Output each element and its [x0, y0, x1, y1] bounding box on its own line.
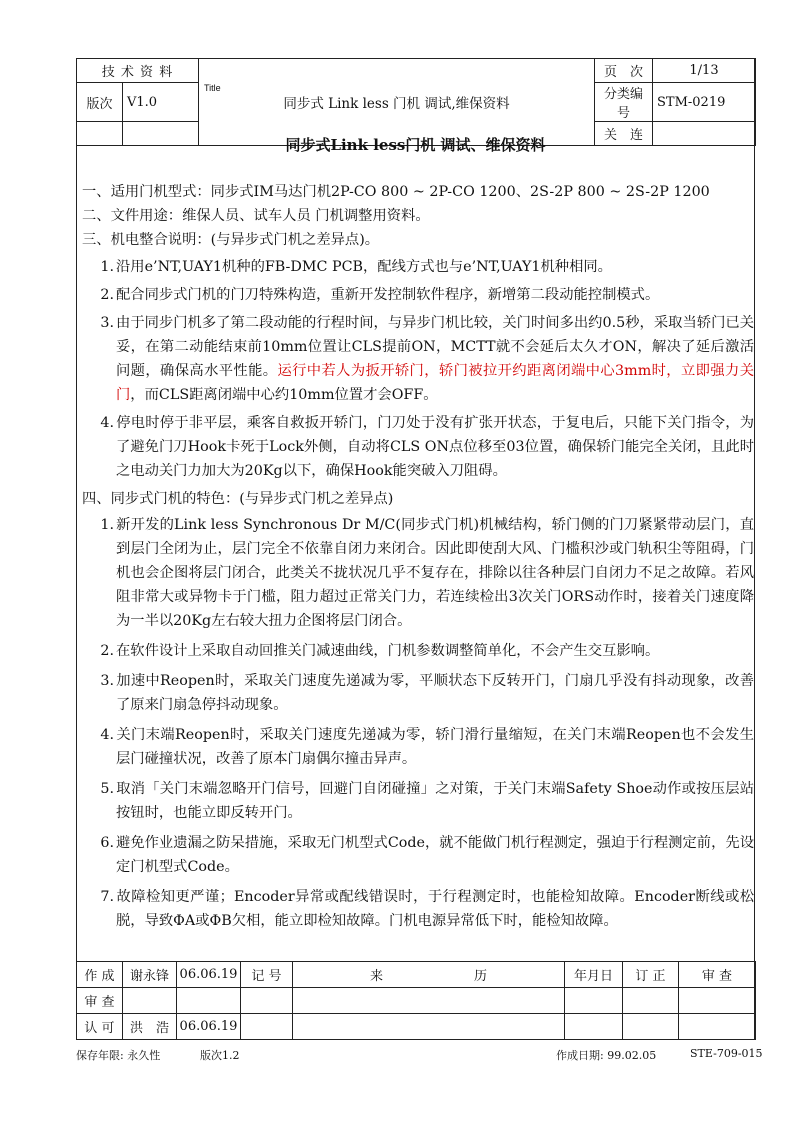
class-no-label: 分类编号	[595, 83, 653, 122]
section-features: 四、同步式门机的特色：(与异步式门机之差异点)	[82, 491, 394, 507]
title-label: Title	[204, 83, 221, 93]
approved-by: 洪 浩	[123, 1014, 177, 1040]
empty-cell	[623, 1014, 679, 1040]
title-cell	[199, 59, 595, 146]
document-title: 同步式Link less门机 调试、维保资料	[285, 136, 546, 154]
list-item: 2. 在软件设计上采取自动回推关门减速曲线，门机参数调整简单化，不会产生交互影响。	[100, 643, 660, 659]
created-date: 作成日期: 99.02.05	[556, 1049, 657, 1062]
empty-cell	[565, 988, 623, 1014]
list-item: 5. 取消「关门末端忽略开门信号，回避门自闭碰撞」之对策，于关门末端Safety Shoe动作或按压层站按钮时，也能立即反转开门。	[100, 781, 754, 821]
list-item: 7. 故障检知更严谨；Encoder异常或配线错误时，于行程测定时，也能检知故障。Encoder断线或松脱，导致ΦA或ΦB欠相，能立即检知故障。门机电源异常低下时，能检知故障。	[100, 889, 754, 929]
record-label: 记 号	[241, 962, 293, 988]
section-integration: 三、机电整合说明：(与异步式门机之差异点)。	[82, 232, 380, 248]
class-no-value: STM-0219	[653, 83, 756, 122]
version-value: V1.0	[123, 83, 199, 122]
ymd-label: 年月日	[565, 962, 623, 988]
list-item: 4. 停电时停于非平层，乘客自救扳开轿门，门刀处于没有扩张开状态，于复电后，只能下关门指令，为了避免门刀Hook卡死于Lock外侧，自动将CLS ON点位移至03位置，确保轿门能完全关闭，且此时之电动关门力加大为20Kg以下，确保Hook能突破入刀阻碍。	[100, 415, 754, 479]
check-label: 审 查	[77, 988, 123, 1014]
signoff-table	[76, 961, 756, 1040]
empty-cell	[293, 1014, 565, 1040]
list-item: 1. 沿用e’NT,UAY1机种的FB-DMC PCB，配线方式也与e’NT,UAY1机种相同。	[100, 259, 612, 275]
empty-cell	[679, 1014, 756, 1040]
retention-period: 保存年限: 永久性	[76, 1049, 161, 1062]
header-table	[76, 58, 756, 146]
form-number: STE-709-015	[690, 1047, 763, 1060]
empty-cell	[123, 988, 177, 1014]
form-version: 版次1.2	[200, 1049, 240, 1062]
empty-cell	[241, 1014, 293, 1040]
empty-cell	[623, 988, 679, 1014]
section-purpose: 二、文件用途：维保人员、试车人员 门机调整用资料。	[82, 208, 430, 224]
list-item: 1. 新开发的Link less Synchronous Dr M/C(同步式门机)机械结构，轿门侧的门刀紧紧带动层门，直到层门全闭为止，层门完全不依靠自闭力来闭合。因此即使刮大风、门槛积沙或门轨积尘等阻碍，门机也会企图将层门闭合，此类关不拢状况几乎不复存在，排除以往各种层门自闭力不足之故障。若风阻非常大或异物卡于门槛，阻力超过正常关门力，若连续检出3次关门ORS动作时，接着关门速度降为一半以20Kg左右较大扭力企图将层门闭合。	[100, 517, 754, 629]
revise-label: 订 正	[623, 962, 679, 988]
made-by: 谢永锋	[123, 962, 177, 988]
made-label: 作 成	[77, 962, 123, 988]
approve-label: 认 可	[77, 1014, 123, 1040]
integration-list	[82, 255, 754, 483]
list-item: 6. 避免作业遗漏之防呆措施，采取无门机型式Code，就不能做门机行程测定，强迫于行程测定前，先设定门机型式Code。	[100, 835, 754, 875]
made-date: 06.06.19	[177, 962, 241, 988]
features-list	[82, 513, 754, 933]
tech-doc-label: 技 术 资 料	[77, 59, 199, 83]
empty-cell	[679, 988, 756, 1014]
document-body	[82, 180, 754, 939]
empty-cell	[565, 1014, 623, 1040]
page-label: 页 次	[595, 59, 653, 83]
approved-date: 06.06.19	[177, 1014, 241, 1040]
warning-text: 运行中若人为扳开轿门，轿门被拉开约距离闭端中心3mm时，立即强力关门	[116, 363, 754, 403]
list-item: 2. 配合同步式门机的门刀特殊构造，重新开发控制软件程序，新增第二段动能控制模式。	[100, 287, 660, 303]
list-item: 3. 加速中Reopen时，采取关门速度先递减为零，平顺状态下反转开门，门扇几乎没有抖动现象，改善了原来门扇急停抖动现象。	[100, 673, 754, 713]
related-label: 关 连	[595, 122, 653, 146]
section-applicable-models: 一、适用门机型式：同步式IM马达门机2P-CO 800 ~ 2P-CO 1200、2S-2P 800 ~ 2S-2P 1200	[82, 184, 710, 200]
list-item: 4. 关门末端Reopen时，采取关门速度先递减为零，轿门滑行量缩短，在关门末端Reopen也不会发生层门碰撞状况，改善了原本门扇偶尔撞击异声。	[100, 727, 754, 767]
empty-cell	[241, 988, 293, 1014]
list-item: 3. 由于同步门机多了第二段动能的行程时间，与异步门机比较，关门时间多出约0.5秒，采取当轿门已关妥，在第二动能结束前10mm位置让CLS提前ON，MCTT就不会延后太久才ON，解决了延后激活问题，确保高水平性能。运行中若人为扳开轿门，轿门被拉开约距离闭端中心3mm时，立即强力关门，而CLS距离闭端中心约10mm位置才会OFF。	[100, 315, 754, 403]
empty-cell	[177, 988, 241, 1014]
review-label: 审 查	[679, 962, 756, 988]
header-doc-title: 同步式 Link less 门机 调试,维保资料	[283, 96, 510, 112]
empty-cell	[293, 988, 565, 1014]
page-value: 1/13	[653, 59, 756, 83]
history-label: 来 历	[293, 962, 565, 988]
version-label: 版次	[77, 83, 123, 122]
